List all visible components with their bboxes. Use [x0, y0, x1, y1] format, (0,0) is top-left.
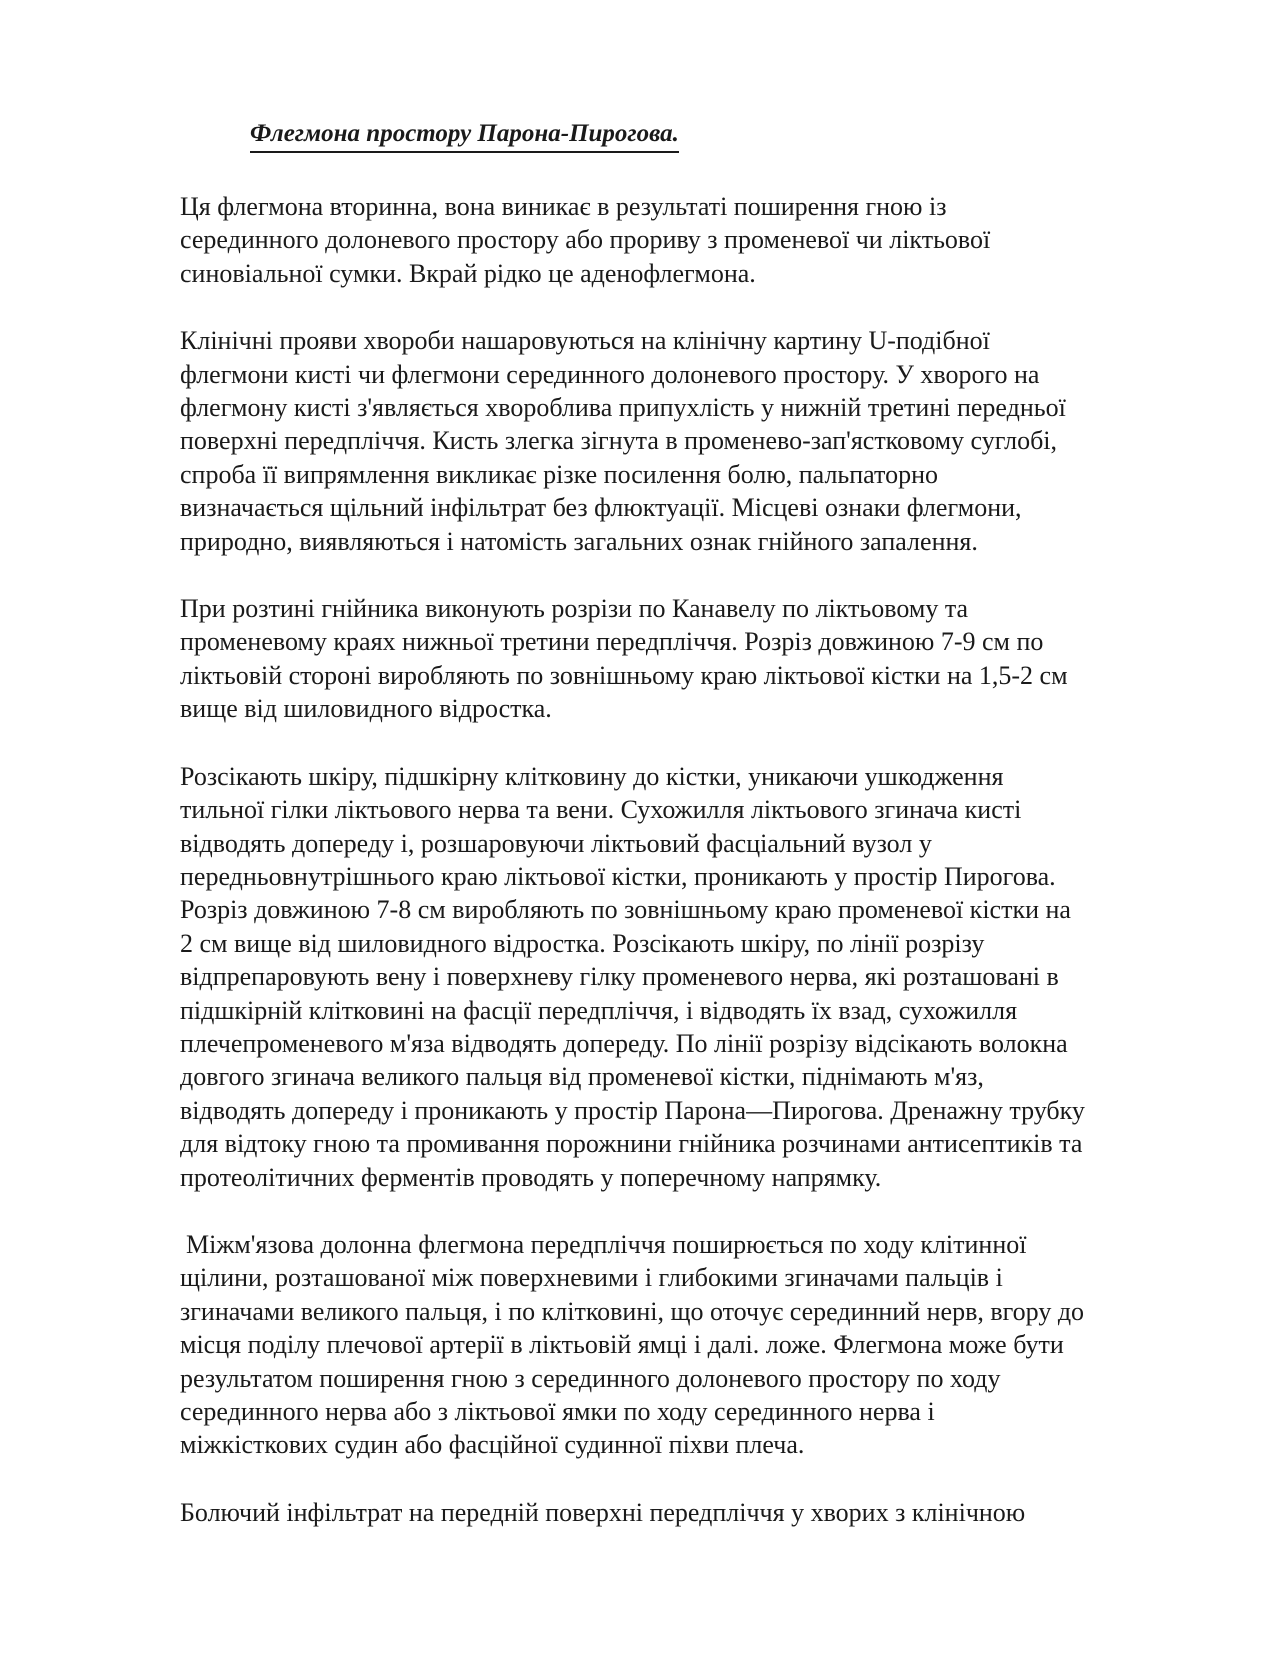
text-line: плечепроменевого м'яза відводять допереду. По лінії розрізу відсікають волокна: [180, 1028, 1068, 1058]
text-line: передньовнутрішнього краю ліктьової кістки, проникають у простір Пирогова.: [180, 861, 1056, 891]
text-line: відпрепаровують вену і поверхневу гілку променевого нерва, які розташовані в: [180, 962, 1059, 992]
paragraph-clinical-signs: [180, 324, 1200, 558]
text-line: відводять допереду і, розшаровуючи ліктьовий фасціальний вузол у: [180, 828, 932, 858]
text-line: При розтині гнійника виконують розрізи по Канавелу по ліктьовому та: [180, 594, 969, 624]
text-line: ліктьовій стороні виробляють по зовнішньому краю ліктьової кістки на 1,5-2 см: [180, 660, 1068, 690]
text-line: протеолітичних ферментів проводять у поперечному напрямку.: [180, 1162, 882, 1192]
text-line: міжкісткових судин або фасційної судинної піхви плеча.: [180, 1430, 805, 1460]
text-line: згиначами великого пальця, і по клітковині, що оточує серединний нерв, вгору до: [180, 1296, 1085, 1326]
text-line: Ця флегмона вторинна, вона виникає в результаті поширення гною із: [180, 192, 947, 221]
paragraph-origin: [180, 190, 1200, 290]
paragraph-intermuscular-phlegmon: [180, 1228, 1200, 1462]
text-line: флегмону кисті з'являється хвороблива припухлість у нижній третині передньої: [180, 393, 1066, 423]
text-line: Міжм'язова долонна флегмона передпліччя поширюється по ходу клітинної: [186, 1229, 1027, 1259]
text-line: поверхні передпліччя. Кисть злегка зігнута в променево-зап'ястковому суглобі,: [180, 426, 1058, 456]
text-line: 2 см вище від шиловидного відростка. Розсікають шкіру, по лінії розрізу: [180, 928, 985, 958]
paragraph-incisions: [180, 592, 1200, 726]
text-line: місця поділу плечової артерії в ліктьовій ямці і далі. ложе. Флегмона може бути: [180, 1330, 1064, 1360]
document-title: Флегмона простору Парона-Пирогова.: [250, 118, 679, 153]
text-line: променевому краях нижньої третини передпліччя. Розріз довжиною 7-9 см по: [180, 627, 1044, 657]
text-line: підшкірній клітковині на фасції передпліччя, і відводять їх взад, сухожилля: [180, 995, 1018, 1025]
text-line: вище від шиловидного відростка.: [180, 694, 552, 724]
text-line: визначається щільний інфільтрат без флюктуації. Місцеві ознаки флегмони,: [180, 493, 1022, 523]
text-line: Клінічні прояви хвороби нашаровуються на клінічну картину U-подібної: [180, 326, 990, 356]
text-line: серединного нерва або з ліктьової ямки по ходу серединного нерва і: [180, 1397, 935, 1426]
text-line: Розріз довжиною 7-8 см виробляють по зовнішньому краю променевої кістки на: [180, 895, 1071, 925]
text-line: Розсікають шкіру, підшкірну клітковину до кістки, уникаючи ушкодження: [180, 761, 1004, 791]
text-line: флегмони кисті чи флегмони серединного долоневого простору. У хворого на: [180, 359, 1040, 389]
paragraph-painful-infiltrate: [180, 1496, 1200, 1529]
paragraph-surgical-technique: [180, 760, 1200, 1194]
text-line: Болючий інфільтрат на передній поверхні передпліччя у хворих з клінічною: [180, 1497, 1026, 1527]
text-line: серединного долоневого простору або прориву з променевої чи ліктьової: [180, 225, 991, 255]
text-line: природно, виявляються і натомість загальних ознак гнійного запалення.: [180, 526, 978, 556]
text-line: синовіальної сумки. Вкрай рідко це аденофлегмона.: [180, 258, 756, 288]
text-line: результатом поширення гною з серединного долоневого простору по ходу: [180, 1363, 1001, 1393]
text-line: тильної гілки ліктьового нерва та вени. Сухожилля ліктьового згинача кисті: [180, 795, 1022, 825]
text-line: відводять допереду і проникають у простір Парона—Пирогова. Дренажну трубку: [180, 1095, 1085, 1125]
text-line: спроба її випрямлення викликає різке посилення болю, пальпаторно: [180, 459, 938, 489]
document-body: [180, 190, 1200, 1563]
text-line: для відтоку гною та промивання порожнини гнійника розчинами антисептиків та: [180, 1129, 1083, 1159]
text-line: довгого згинача великого пальця від променевої кістки, піднімають м'яз,: [180, 1062, 984, 1092]
text-line: щілини, розташованої між поверхневими і глибокими згиначами пальців і: [180, 1263, 1003, 1293]
